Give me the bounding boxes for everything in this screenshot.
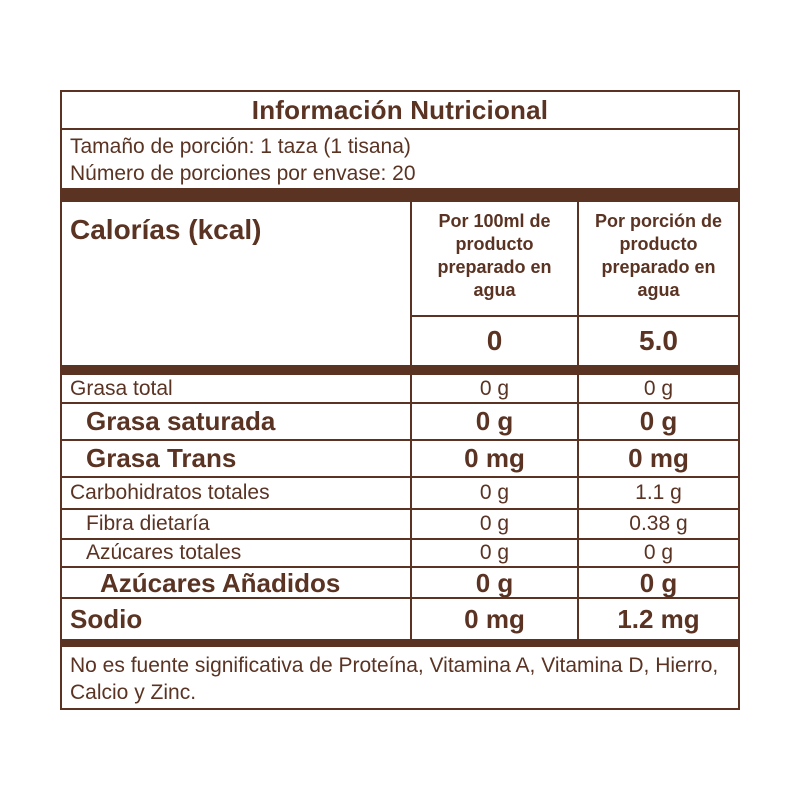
label-title: Información Nutricional bbox=[62, 92, 738, 130]
nutrient-value-portion: 1.2 mg bbox=[577, 599, 738, 639]
nutrient-row-azucares-totales bbox=[62, 538, 738, 566]
nutrient-row-grasa-trans bbox=[62, 439, 738, 476]
thick-divider-top bbox=[62, 188, 738, 202]
calories-per-100ml-value: 0 bbox=[410, 315, 577, 365]
nutrient-label: Azúcares Añadidos bbox=[100, 568, 341, 598]
nutrient-value-portion: 0 mg bbox=[577, 441, 738, 476]
nutrient-value-100ml: 0 g bbox=[410, 478, 577, 508]
nutrient-value-100ml: 0 mg bbox=[410, 599, 577, 639]
per-100ml-column-header: Por 100ml de producto preparado en agua bbox=[410, 202, 577, 315]
nutrient-value-100ml: 0 g bbox=[410, 375, 577, 402]
nutrient-value-100ml: 0 g bbox=[410, 540, 577, 566]
nutrient-label: Grasa Trans bbox=[86, 443, 237, 473]
nutrient-value-100ml: 0 g bbox=[410, 568, 577, 599]
nutrient-label: Sodio bbox=[70, 603, 143, 634]
nutrient-row-grasa-saturada bbox=[62, 402, 738, 439]
footnote: No es fuente significativa de Proteína, Vitamina A, Vitamina D, Hierro, Calcio y Zinc. bbox=[70, 654, 719, 704]
nutrient-value-portion: 0 g bbox=[577, 568, 738, 599]
nutrient-row-sodio bbox=[62, 597, 738, 639]
nutrient-value-100ml: 0 mg bbox=[410, 441, 577, 476]
thick-divider-bottom bbox=[62, 639, 738, 647]
serving-info bbox=[62, 130, 738, 188]
calories-section bbox=[62, 202, 738, 365]
nutrient-value-portion: 0.38 g bbox=[577, 510, 738, 538]
nutrient-row-azucares-anadidos bbox=[62, 566, 738, 597]
nutrient-label: Grasa saturada bbox=[86, 406, 276, 436]
nutrient-row-grasa-total bbox=[62, 375, 738, 402]
serving-size-line: Tamaño de porción: 1 taza (1 tisana) bbox=[70, 135, 411, 158]
nutrient-row-carbohidratos bbox=[62, 476, 738, 508]
nutrient-value-portion: 0 g bbox=[577, 540, 738, 566]
nutrition-label bbox=[60, 90, 740, 710]
nutrient-value-100ml: 0 g bbox=[410, 510, 577, 538]
nutrient-value-100ml: 0 g bbox=[410, 404, 577, 439]
nutrient-value-portion: 0 g bbox=[577, 404, 738, 439]
nutrient-label: Grasa total bbox=[70, 376, 173, 400]
calories-label: Calorías (kcal) bbox=[70, 214, 262, 245]
thick-divider-middle bbox=[62, 365, 738, 375]
per-portion-column-header: Por porción de producto preparado en agua bbox=[577, 202, 738, 315]
nutrient-row-fibra bbox=[62, 508, 738, 538]
nutrient-label: Carbohidratos totales bbox=[70, 481, 270, 504]
nutrient-label: Fibra dietaría bbox=[86, 512, 210, 535]
servings-per-container-line: Número de porciones por envase: 20 bbox=[70, 162, 416, 185]
nutrient-value-portion: 0 g bbox=[577, 375, 738, 402]
calories-per-portion-value: 5.0 bbox=[577, 315, 738, 365]
nutrient-value-portion: 1.1 g bbox=[577, 478, 738, 508]
nutrient-label: Azúcares totales bbox=[86, 541, 242, 564]
